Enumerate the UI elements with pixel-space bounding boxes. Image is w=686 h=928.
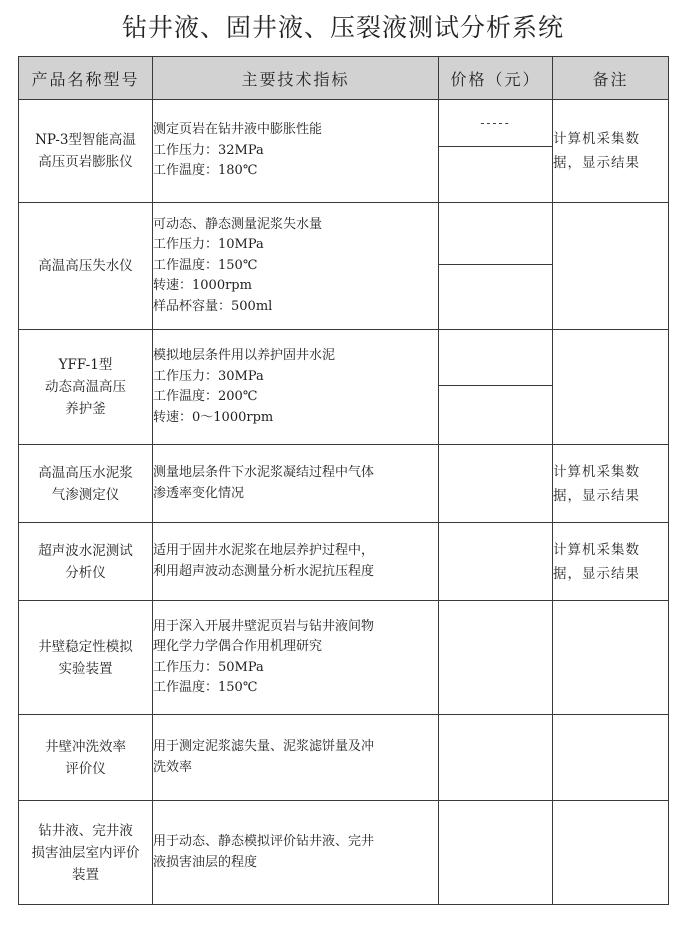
spec-line: 转速：1000rpm — [153, 278, 252, 294]
table-row — [19, 330, 669, 445]
spec-line: 工作温度：180℃ — [153, 163, 258, 179]
spec-line: 工作温度：150℃ — [153, 680, 258, 695]
spec-cell — [153, 330, 439, 445]
product-name-line: 养护釜 — [65, 401, 106, 417]
product-name-line: 高温高压水泥浆 — [38, 464, 133, 481]
product-name-cell — [19, 330, 153, 445]
price-value — [439, 147, 552, 202]
price-value — [439, 386, 552, 444]
price-cell — [439, 715, 553, 801]
product-name-cell — [19, 715, 153, 801]
price-value — [439, 330, 552, 386]
price-cell — [439, 445, 553, 523]
price-cell — [439, 330, 553, 445]
table-row — [19, 523, 669, 601]
spec-line: 工作压力：30MPa — [153, 368, 264, 384]
note-line: 据，显示结果 — [553, 155, 640, 171]
table-row — [19, 100, 669, 203]
product-name-cell — [19, 100, 153, 203]
spec-line: 测定页岩在钻井液中膨胀性能 — [153, 122, 323, 138]
price-cell — [439, 203, 553, 330]
price-value: ----- — [439, 100, 552, 147]
spec-line: 工作温度：200℃ — [153, 389, 258, 404]
product-name-line: 装置 — [72, 866, 99, 883]
price-cell — [439, 601, 553, 715]
product-name-cell — [19, 601, 153, 715]
product-name-line: 实验装置 — [58, 660, 113, 677]
product-name-line: 高温高压失水仪 — [38, 258, 133, 274]
spec-line: 用于测定泥浆滤失量、泥浆滤饼量及冲 — [153, 739, 375, 754]
header-note: 备注 — [553, 57, 669, 100]
price-value — [439, 203, 552, 265]
spec-line: 可动态、静态测量泥浆失水量 — [153, 216, 323, 232]
note-line: 计算机采集数 — [553, 131, 640, 147]
spec-line: 理化学力学偶合作用机理研究 — [153, 639, 323, 654]
product-name-cell — [19, 203, 153, 330]
product-name-line: YFF-1型 — [58, 357, 113, 373]
product-name-line: 高压页岩膨胀仪 — [38, 154, 133, 170]
spec-cell — [153, 601, 439, 715]
product-name-cell — [19, 445, 153, 523]
table-row — [19, 203, 669, 330]
note-line: 计算机采集数 — [553, 463, 640, 480]
note-cell — [553, 523, 669, 601]
note-line: 据，显示结果 — [553, 487, 640, 504]
spec-table — [18, 56, 669, 905]
table-row — [19, 715, 669, 801]
note-line: 计算机采集数 — [553, 541, 640, 558]
spec-line: 转速：0～1000rpm — [153, 409, 274, 425]
spec-line: 利用超声波动态测量分析水泥抗压程度 — [153, 563, 375, 579]
spec-line: 工作压力：50MPa — [153, 659, 264, 675]
price-cell — [439, 523, 553, 601]
spec-line: 用于深入开展井壁泥页岩与钻井液间物 — [153, 618, 375, 634]
note-cell — [553, 801, 669, 905]
spec-line: 洗效率 — [153, 759, 193, 775]
spec-cell — [153, 100, 439, 203]
table-header-row — [19, 57, 669, 100]
spec-line: 测量地层条件下水泥浆凝结过程中气体 — [153, 465, 375, 480]
product-name-cell — [19, 801, 153, 905]
table-row — [19, 601, 669, 715]
spec-cell — [153, 801, 439, 905]
header-price: 价格（元） — [439, 57, 553, 100]
note-line: 据，显示结果 — [553, 565, 640, 582]
page-title: 钻井液、固井液、压裂液测试分析系统 — [121, 13, 564, 42]
header-spec: 主要技术指标 — [153, 57, 439, 100]
spec-line: 样品杯容量：500ml — [153, 298, 273, 314]
product-name-line: 井壁稳定性模拟 — [38, 638, 133, 655]
price-cell — [439, 100, 553, 203]
product-name-line: 评价仪 — [65, 760, 106, 777]
product-name-line: 超声波水泥测试 — [38, 542, 133, 559]
spec-line: 渗透率变化情况 — [153, 485, 245, 501]
spec-cell — [153, 445, 439, 523]
product-name-line: 损害油层室内评价 — [31, 844, 140, 861]
product-name-line: 井壁冲洗效率 — [45, 738, 126, 755]
note-cell — [553, 445, 669, 523]
spec-cell — [153, 715, 439, 801]
spec-line: 工作温度：150℃ — [153, 257, 258, 273]
header-name: 产品名称型号 — [19, 57, 153, 100]
spec-line: 适用于固井水泥浆在地层养护过程中， — [153, 543, 375, 558]
spec-cell — [153, 203, 439, 330]
spec-line: 用于动态、静态模拟评价钻井液、完井 — [153, 834, 375, 849]
note-cell — [553, 100, 669, 203]
product-name-line: 气渗测定仪 — [51, 486, 120, 503]
price-cell — [439, 801, 553, 905]
table-row — [19, 801, 669, 905]
product-name-line: 分析仪 — [65, 564, 106, 581]
product-name-line: NP-3型智能高温 — [35, 132, 136, 148]
spec-line: 工作压力：10MPa — [153, 237, 264, 253]
product-name-cell — [19, 523, 153, 601]
price-value — [439, 265, 552, 329]
note-cell — [553, 601, 669, 715]
product-name-line: 钻井液、完井液 — [38, 822, 133, 839]
note-cell — [553, 330, 669, 445]
spec-line: 液损害油层的程度 — [153, 854, 258, 870]
note-cell — [553, 715, 669, 801]
spec-line: 工作压力：32MPa — [153, 142, 264, 158]
product-name-line: 动态高温高压 — [45, 379, 126, 395]
spec-cell — [153, 523, 439, 601]
spec-line: 模拟地层条件用以养护固井水泥 — [153, 348, 336, 363]
table-row — [19, 445, 669, 523]
note-cell — [553, 203, 669, 330]
